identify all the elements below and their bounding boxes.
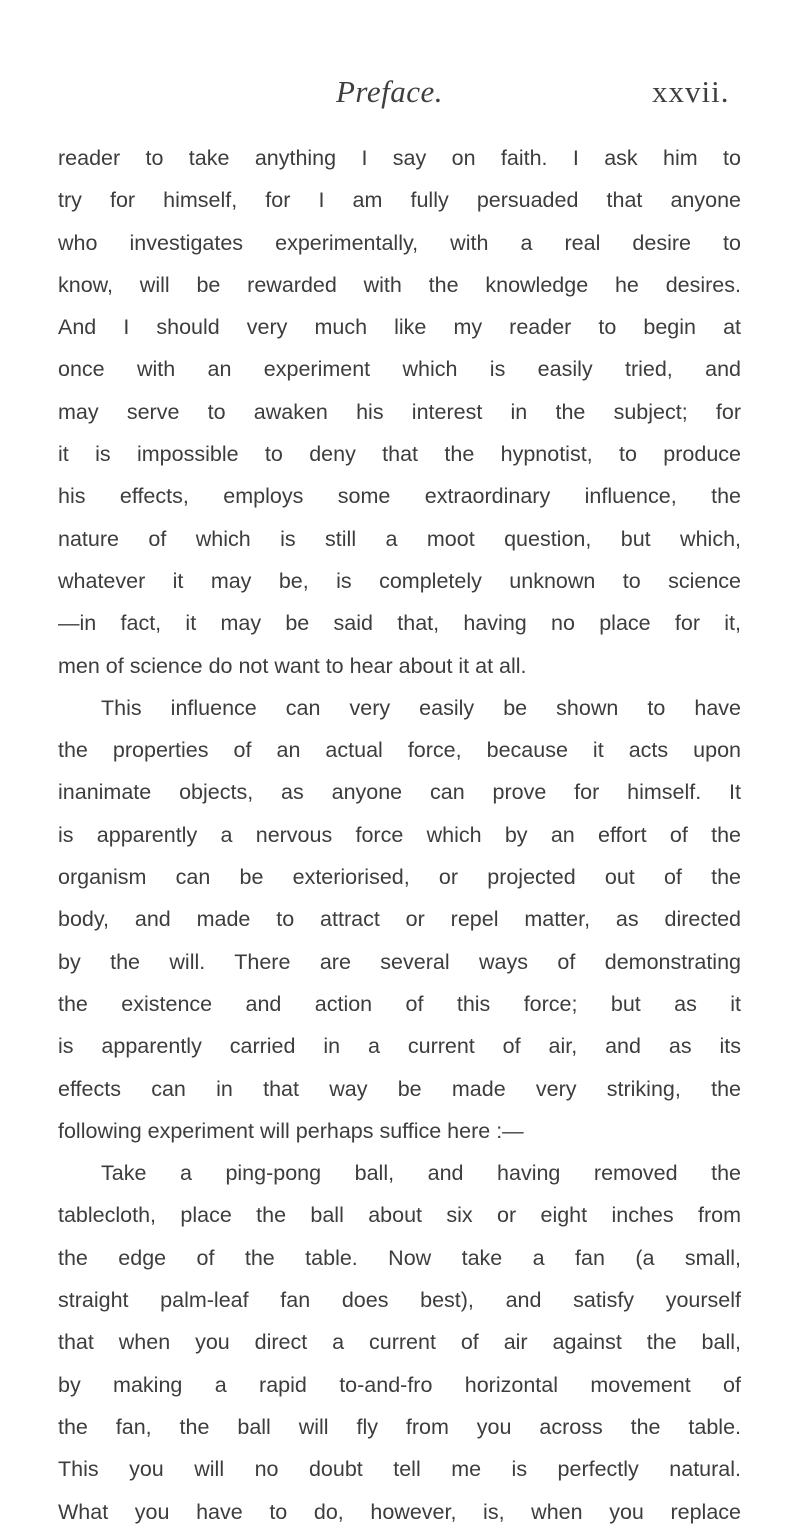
text-line: once with an experiment which is easily tried, and <box>58 357 741 382</box>
text-line: inanimate objects, as anyone can prove for himself. It <box>58 780 741 805</box>
text-line: try for himself, for I am fully persuaded that anyone <box>58 188 741 213</box>
text-line: know, will be rewarded with the knowledge he desires. <box>58 272 741 297</box>
text-line: body, and made to attract or repel matter, as directed <box>58 907 741 932</box>
text-line: reader to take anything I say on faith. I ask him to <box>58 146 741 170</box>
text-line: whatever it may be, is completely unknown to science <box>58 568 741 593</box>
text-line: the fan, the ball will fly from you across the table. <box>58 1414 741 1439</box>
text-line: his effects, employs some extraordinary influence, the <box>58 484 741 509</box>
text-line: who investigates experimentally, with a real desire to <box>58 230 741 255</box>
running-title: Preface. <box>336 74 443 109</box>
text-line: by the will. There are several ways of demonstrating <box>58 949 741 974</box>
text-line: following experiment will perhaps suffice here :— <box>58 1118 524 1143</box>
text-line: men of science do not want to hear about it at all. <box>58 653 527 678</box>
text-line: by making a rapid to-and-fro horizontal movement of <box>58 1372 741 1397</box>
text-line: straight palm-leaf fan does best), and satisfy yourself <box>58 1288 741 1313</box>
text-line: it is impossible to deny that the hypnotist, to produce <box>58 442 741 467</box>
running-head <box>0 60 801 110</box>
text-line: This influence can very easily be shown to have <box>101 695 741 720</box>
page-number: xxvii. <box>652 74 730 109</box>
text-line: nature of which is still a moot question, but which, <box>58 526 741 551</box>
text-line: tablecloth, place the ball about six or eight inches from <box>58 1203 741 1228</box>
text-line: is apparently carried in a current of air, and as its <box>58 1034 741 1059</box>
text-line: the properties of an actual force, because it acts upon <box>58 738 741 763</box>
text-line: —in fact, it may be said that, having no place for it, <box>58 611 741 636</box>
text-line: What you have to do, however, is, when you replace <box>58 1499 741 1524</box>
text-line: the existence and action of this force; but as it <box>58 991 741 1016</box>
text-line: This you will no doubt tell me is perfectly natural. <box>58 1457 741 1482</box>
text-line: Take a ping-pong ball, and having removed the <box>101 1161 741 1186</box>
text-line: the edge of the table. Now take a fan (a small, <box>58 1245 741 1270</box>
body-text <box>58 137 741 1533</box>
text-line: is apparently a nervous force which by an effort of the <box>58 822 741 847</box>
text-line: organism can be exteriorised, or projected out of the <box>58 865 741 890</box>
text-line: that when you direct a current of air against the ball, <box>58 1330 741 1355</box>
text-line: And I should very much like my reader to begin at <box>58 315 741 340</box>
text-line: may serve to awaken his interest in the subject; for <box>58 399 741 424</box>
text-line: effects can in that way be made very striking, the <box>58 1076 741 1101</box>
